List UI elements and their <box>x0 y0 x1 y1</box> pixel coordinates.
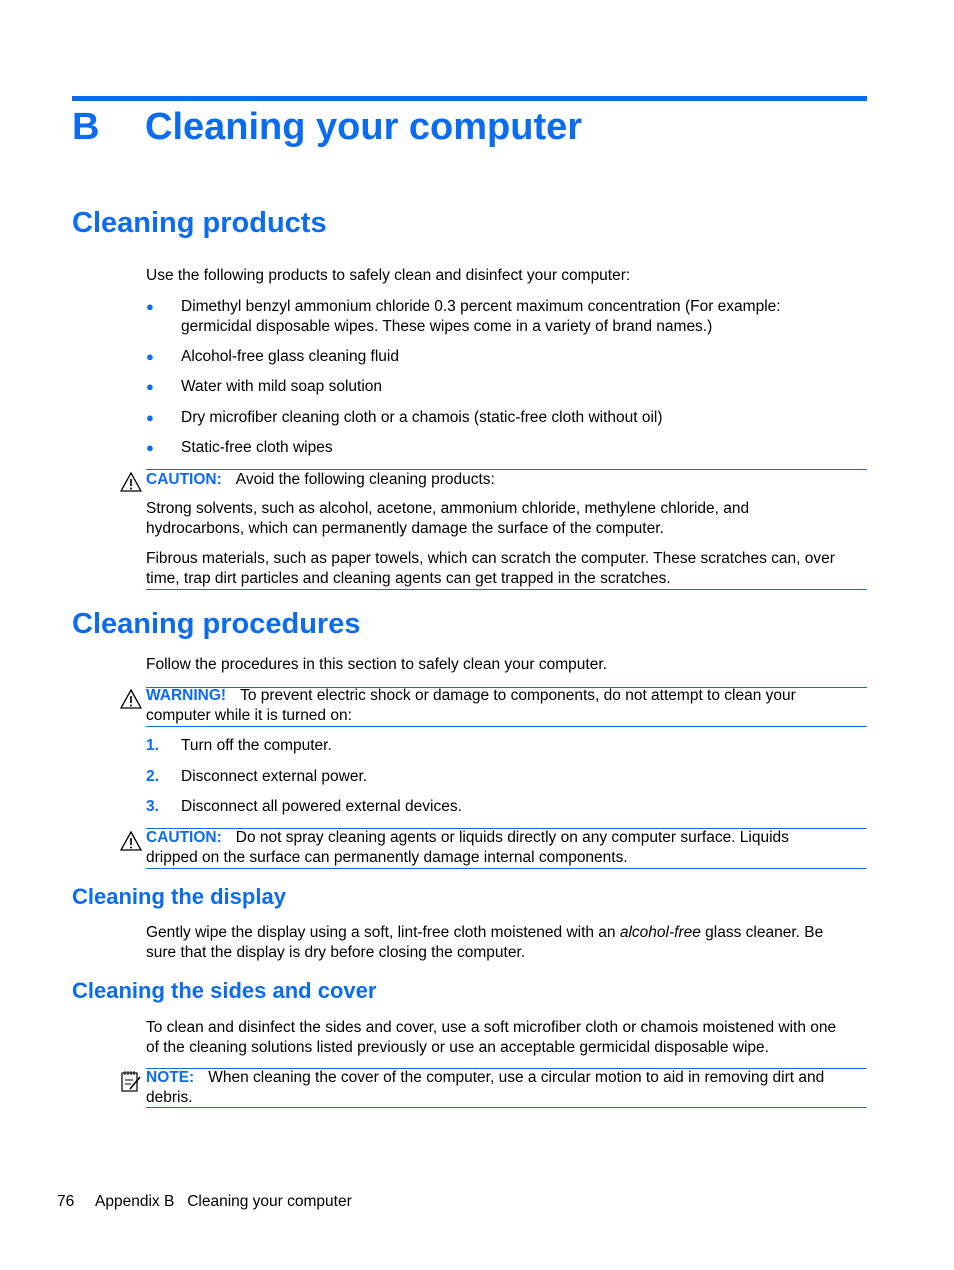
note-rule-bottom <box>146 1107 867 1108</box>
caution-procedures: CAUTION: Do not spray cleaning agents or liquids directly on any computer surface. Liquids dripped on the surface can permanently damage internal components. <box>146 829 789 866</box>
caution-icon <box>120 831 142 851</box>
bullet-icon: ● <box>146 379 154 394</box>
caution-paragraph: Fibrous materials, such as paper towels, which can scratch the computer. These scratches can, over time, trap dirt particles and cleaning agents can get trapped in the scratches. <box>146 550 835 587</box>
section-heading-cleaning-procedures: Cleaning procedures <box>72 608 361 640</box>
footer-text: Appendix B Cleaning your computer <box>95 1193 352 1210</box>
products-intro: Use the following products to safely clean and disinfect your computer: <box>146 267 631 284</box>
note-text: NOTE: When cleaning the cover of the computer, use a circular motion to aid in removing dirt and debris. <box>146 1069 825 1106</box>
list-item: Alcohol-free glass cleaning fluid <box>181 348 399 365</box>
chapter-rule <box>72 96 867 101</box>
bullet-icon: ● <box>146 410 154 425</box>
warning-text: WARNING! To prevent electric shock or damage to components, do not attempt to clean your computer while it is turned on: <box>146 687 796 724</box>
bullet-icon: ● <box>146 440 154 455</box>
chapter-letter: B <box>72 106 100 148</box>
display-paragraph: Gently wipe the display using a soft, lint-free cloth moistened with an alcohol-free glass cleaner. Be sure that the display is dry before closing the computer. <box>146 924 824 961</box>
list-item: Dry microfiber cleaning cloth or a chamois (static-free cloth without oil) <box>181 409 663 426</box>
note-icon <box>120 1069 142 1093</box>
step-text: Turn off the computer. <box>181 737 332 754</box>
warning-icon <box>120 689 142 709</box>
caution-products: CAUTION: Avoid the following cleaning products: <box>146 471 495 488</box>
warning-label: WARNING! <box>146 687 227 704</box>
caution-icon <box>120 472 142 492</box>
chapter-title: Cleaning your computer <box>145 106 583 148</box>
caution-paragraph: Strong solvents, such as alcohol, acetone, ammonium chloride, methylene chloride, and hydrocarbons, which can permanently damage the surface of the computer. <box>146 500 750 537</box>
caution-label: CAUTION: <box>146 471 222 488</box>
caution-rule-bottom <box>146 868 867 869</box>
step-number: 3. <box>146 798 159 815</box>
page-number: 76 <box>57 1193 75 1210</box>
procedures-intro: Follow the procedures in this section to safely clean your computer. <box>146 656 607 673</box>
list-item: Dimethyl benzyl ammonium chloride 0.3 percent maximum concentration (For example: germicidal disposable wipes. These wipes come in a variety of brand names.) <box>181 298 781 335</box>
step-text: Disconnect external power. <box>181 768 368 785</box>
section-heading-cleaning-products: Cleaning products <box>72 207 327 239</box>
bullet-icon: ● <box>146 299 154 314</box>
list-item: Static-free cloth wipes <box>181 439 333 456</box>
subsection-heading-sides: Cleaning the sides and cover <box>72 978 377 1003</box>
warning-rule-bottom <box>146 726 867 727</box>
caution-label: CAUTION: <box>146 829 222 846</box>
list-item: Water with mild soap solution <box>181 378 383 395</box>
subsection-heading-display: Cleaning the display <box>72 884 286 909</box>
sides-paragraph: To clean and disinfect the sides and cover, use a soft microfiber cloth or chamois moistened with one of the cleaning solutions listed previously or use an acceptable germicidal disposable wipe. <box>146 1019 837 1056</box>
step-text: Disconnect all powered external devices. <box>181 798 462 815</box>
note-label: NOTE: <box>146 1069 195 1086</box>
step-number: 2. <box>146 768 159 785</box>
bullet-icon: ● <box>146 349 154 364</box>
step-number: 1. <box>146 737 159 754</box>
caution-rule-bottom <box>146 589 867 590</box>
